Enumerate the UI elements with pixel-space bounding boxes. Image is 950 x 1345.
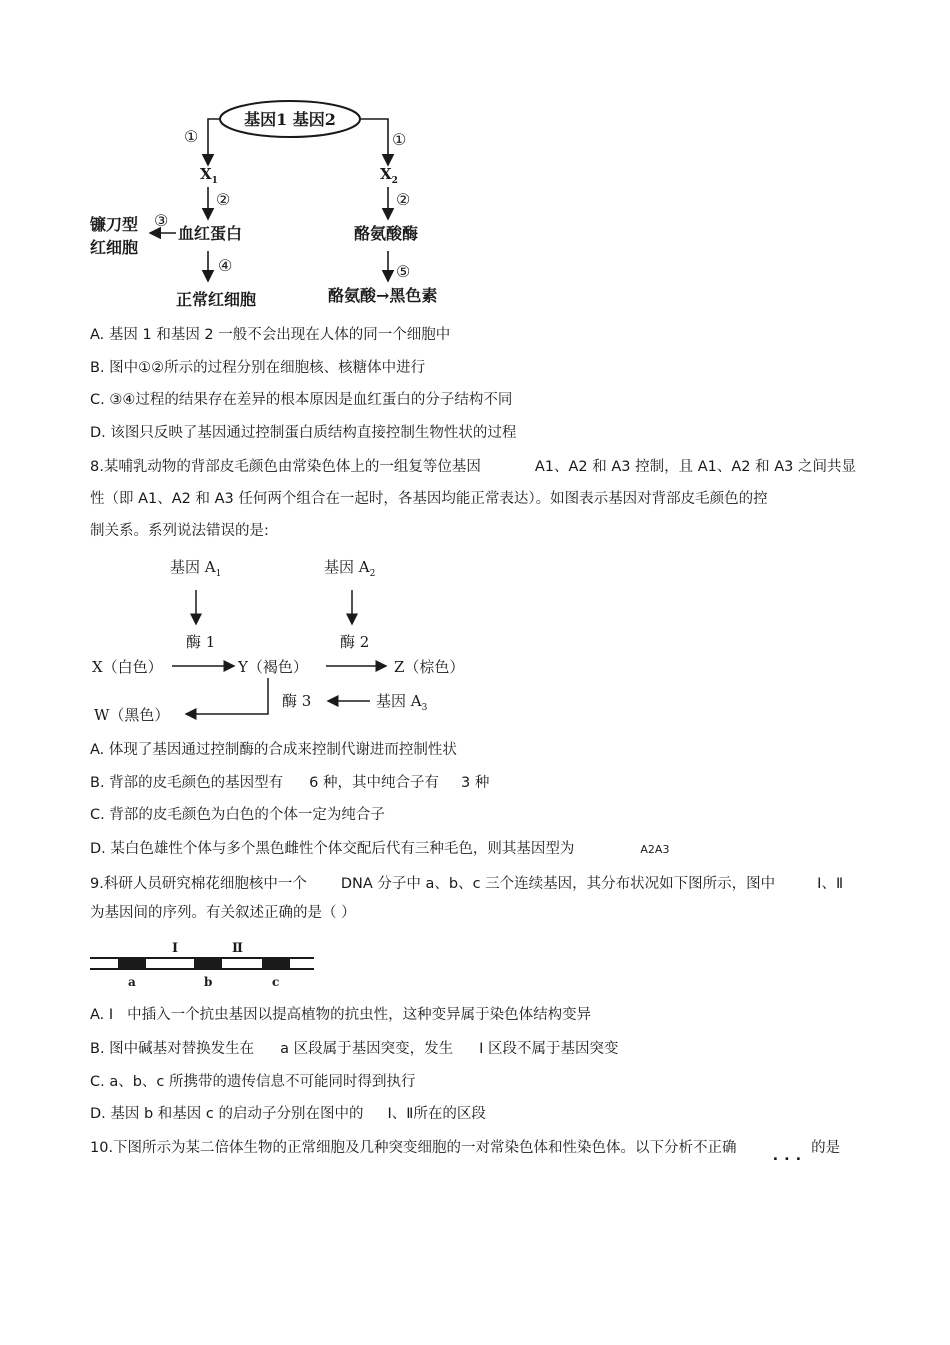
q9-stem-part-b: DNA 分子中 a、b、c 三个连续基因，其分布状况如下图所示，图中: [340, 876, 776, 892]
q8-option-b: [90, 773, 489, 793]
q9-option-b-part-1: B. 图中碱基对替换发生在: [90, 1041, 255, 1057]
circled-1-left: ①: [184, 127, 199, 146]
region-ii-label: Ⅱ: [232, 941, 243, 956]
q9-option-d: [90, 1104, 486, 1124]
circled-2-left: ②: [216, 190, 231, 209]
w-black-label: W（黑色）: [94, 706, 170, 724]
q8-option-a: A. 体现了基因通过控制酶的合成来控制代谢进而控制性状: [90, 742, 457, 758]
q9-option-a: [90, 1005, 591, 1025]
q9-stem-line-1: [90, 874, 843, 894]
x2-label: $X_2$: [380, 165, 398, 186]
z-tan-label: Z（棕色）: [394, 658, 465, 676]
sickle-cell-label-2: 红细胞: [90, 238, 139, 257]
x-white-label: X（白色）: [92, 658, 163, 676]
q8-stem-line-2: 性（即 A1、A2 和 A3 任何两个组合在一起时，各基因均能正常表达）。如图表示基因对背部皮毛颜色的控: [90, 491, 768, 507]
y-brown-label: Y（褐色）: [238, 658, 308, 676]
enzyme-1-label: 酶 1: [186, 633, 216, 651]
q8-option-b-part-1: B. 背部的皮毛颜色的基因型有: [90, 775, 284, 791]
q10-stem-part-b: 的是: [811, 1140, 841, 1156]
q9-option-b-part-3: Ⅰ 区段不属于基因突变: [479, 1041, 619, 1057]
q8-option-d-genotype: A2A3: [640, 843, 670, 856]
q9-option-d-part-2: Ⅰ、Ⅱ所在的区段: [387, 1106, 486, 1122]
q9-option-a-part-2: 中插入一个抗虫基因以提高植物的抗虫性，这种变异属于染色体结构变异: [127, 1007, 592, 1023]
q8-stem-part-b: A1、A2 和 A3 控制，且 A1、A2 和 A3 之间共显: [534, 459, 856, 475]
q10-emphasis-dots: ...: [772, 1148, 808, 1164]
q8-option-b-part-3: 3 种: [461, 775, 490, 791]
sickle-cell-label-1: 镰刀型: [90, 215, 139, 234]
gene-a2-label: 基因 $A_2$: [324, 558, 376, 579]
q10-stem: [90, 1138, 841, 1164]
circled-1-right: ①: [392, 130, 407, 149]
q8-stem-part-a: 8.某哺乳动物的背部皮毛颜色由常染色体上的一组复等位基因: [90, 459, 481, 475]
q9-dna-segment-diagram: [88, 936, 318, 992]
q9-option-b-part-2: a 区段属于基因突变，发生: [280, 1041, 454, 1057]
ellipse-label: 基因1 基因2: [244, 110, 336, 129]
x1-label: $X_1$: [200, 165, 218, 186]
q7-option-c: C. ③④过程的结果存在差异的根本原因是血红蛋白的分子结构不同: [90, 392, 513, 408]
q9-option-c: C. a、b、c 所携带的遗传信息不可能同时得到执行: [90, 1074, 416, 1090]
gene-c-block: [262, 957, 290, 970]
circled-2-right: ②: [396, 190, 411, 209]
q8-option-d-part-1: D. 某白色雄性个体与多个黑色雌性个体交配后代有三种毛色，则其基因型为: [90, 841, 575, 857]
gene-b-block: [194, 957, 222, 970]
enzyme-2-label: 酶 2: [340, 633, 370, 651]
gene-c-label: c: [272, 975, 280, 989]
circled-5: ⑤: [396, 262, 411, 281]
q9-option-a-part-1: A. Ⅰ: [90, 1007, 114, 1023]
tyrosine-melanin-label: 酪氨酸→黑色素: [328, 286, 438, 305]
q8-stem-line-3: 制关系。系列说法错误的是:: [90, 523, 269, 539]
q9-stem-part-a: 9.科研人员研究棉花细胞核中一个: [90, 876, 307, 892]
q8-pigment-pathway-diagram: [88, 552, 488, 727]
enzyme-3-label: 酶 3: [282, 692, 312, 710]
q9-stem-part-c: Ⅰ、Ⅱ: [817, 876, 844, 892]
circled-3: ③: [154, 211, 169, 230]
gene-a-label: a: [128, 975, 136, 989]
gene-b-label: b: [204, 975, 213, 989]
gene-a-block: [118, 957, 146, 970]
q9-option-d-part-1: D. 基因 b 和基因 c 的启动子分别在图中的: [90, 1106, 364, 1122]
q7-option-a: A. 基因 1 和基因 2 一般不会出现在人体的同一个细胞中: [90, 327, 451, 343]
q9-stem-line-2: 为基因间的序列。有关叙述正确的是（ ）: [90, 905, 356, 921]
q7-gene-expression-diagram: [80, 95, 500, 315]
q8-option-b-part-2: 6 种，其中纯合子有: [309, 775, 440, 791]
region-i-label: Ⅰ: [172, 941, 179, 956]
q8-stem-line-1: [90, 457, 856, 477]
hemoglobin-label: 血红蛋白: [178, 224, 243, 243]
q7-option-d: D. 该图只反映了基因通过控制蛋白质结构直接控制生物性状的过程: [90, 425, 517, 441]
q10-stem-part-a: 10.下图所示为某二倍体生物的正常细胞及几种突变细胞的一对常染色体和性染色体。以下分析不正确: [90, 1140, 737, 1156]
gene-a3-label: 基因 $A_3$: [376, 692, 428, 713]
circled-4: ④: [218, 256, 233, 275]
gene-a1-label: 基因 $A_1$: [170, 558, 222, 579]
normal-rbc-label: 正常红细胞: [176, 290, 257, 309]
q7-option-b: B. 图中①②所示的过程分别在细胞核、核糖体中进行: [90, 360, 426, 376]
tyrosinase-label: 酪氨酸酶: [354, 224, 419, 243]
q9-option-b: [90, 1039, 619, 1059]
q8-option-c: C. 背部的皮毛颜色为白色的个体一定为纯合子: [90, 807, 385, 823]
q8-option-d: [90, 839, 669, 860]
